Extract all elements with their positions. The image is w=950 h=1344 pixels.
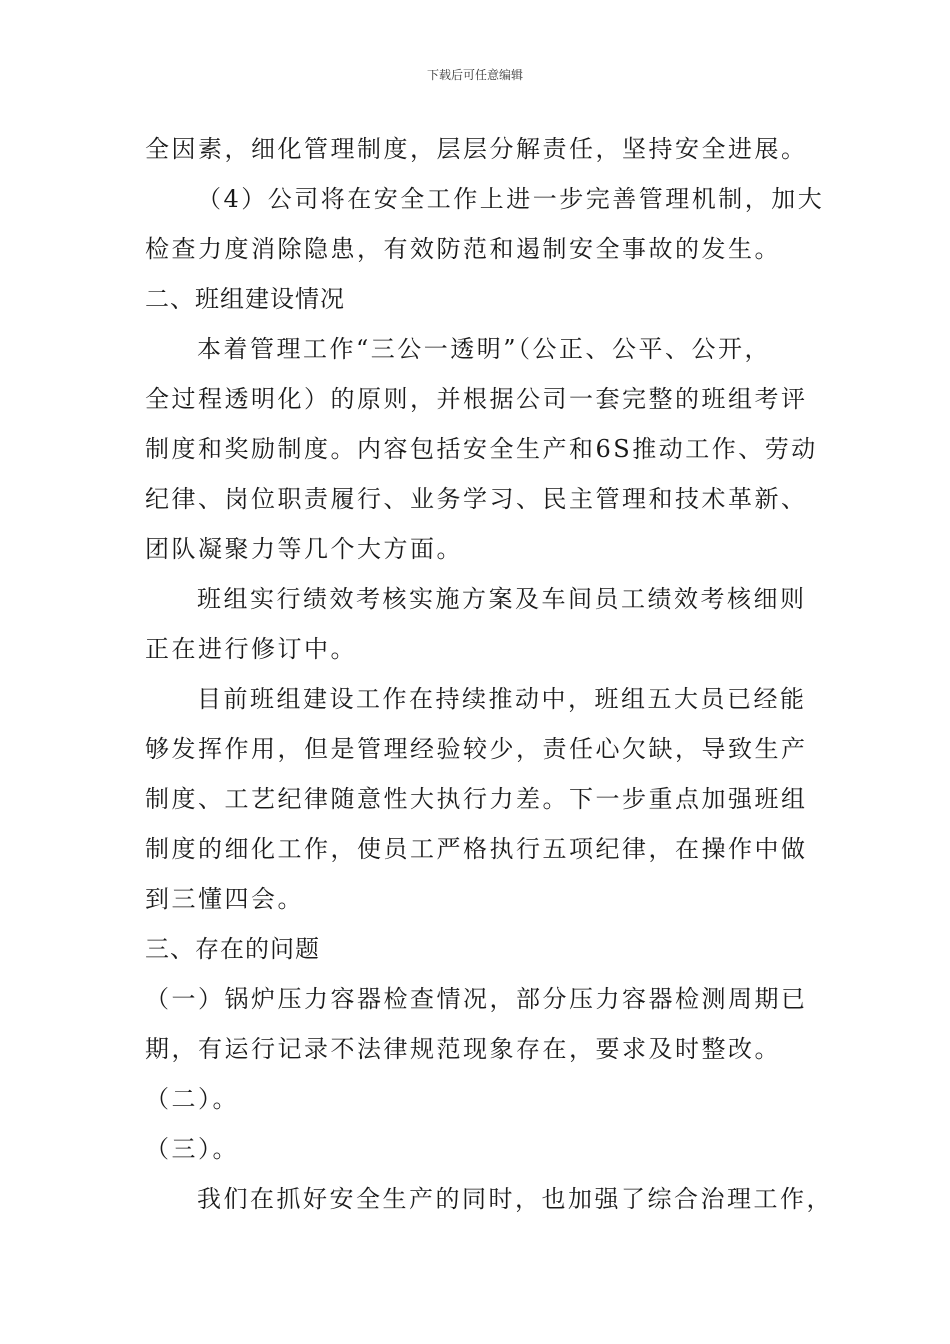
- paragraph-line: （二）。: [145, 1085, 239, 1113]
- paragraph-line: 本着管理工作“三公一透明”（公正、公平、公开，: [197, 335, 772, 363]
- section-heading-2: 二、班组建设情况: [145, 285, 345, 313]
- paragraph-line: （一）锅炉压力容器检查情况，部分压力容器检测周期已: [145, 985, 808, 1013]
- paragraph-line: 制度和奖励制度。内容包括安全生产和6S推动工作、劳动: [145, 435, 818, 463]
- paragraph-line: 正在进行修订中。: [145, 635, 357, 663]
- page-header: 下载后可任意编辑: [426, 68, 523, 82]
- paragraph-line: （三）。: [145, 1135, 239, 1163]
- paragraph-line: 纪律、岗位职责履行、业务学习、民主管理和技术革新、: [145, 485, 808, 513]
- paragraph-line: 到三懂四会。: [145, 885, 304, 913]
- paragraph-line: 够发挥作用，但是管理经验较少，责任心欠缺，导致生产: [145, 735, 808, 763]
- paragraph-line: （4）公司将在安全工作上进一步完善管理机制，加大: [197, 185, 825, 213]
- paragraph-line: 制度的细化工作，使员工严格执行五项纪律，在操作中做: [145, 835, 808, 863]
- paragraph-line: 目前班组建设工作在持续推动中，班组五大员已经能: [197, 685, 807, 713]
- paragraph-line: 全因素，细化管理制度，层层分解责任，坚持安全进展。: [145, 135, 808, 163]
- paragraph-line: 检查力度消除隐患，有效防范和遏制安全事故的发生。: [145, 235, 781, 263]
- section-heading-3: 三、存在的问题: [145, 935, 320, 963]
- paragraph-line: 团队凝聚力等几个大方面。: [145, 535, 463, 563]
- paragraph-line: 全过程透明化）的原则，并根据公司一套完整的班组考评: [145, 385, 808, 413]
- paragraph-line: 制度、工艺纪律随意性大执行力差。下一步重点加强班组: [145, 785, 808, 813]
- paragraph-line: 期，有运行记录不法律规范现象存在，要求及时整改。: [145, 1035, 781, 1063]
- paragraph-line: 我们在抓好安全生产的同时，也加强了综合治理工作，: [197, 1185, 833, 1213]
- paragraph-line: 班组实行绩效考核实施方案及车间员工绩效考核细则: [197, 585, 807, 613]
- document-body: [145, 124, 833, 1224]
